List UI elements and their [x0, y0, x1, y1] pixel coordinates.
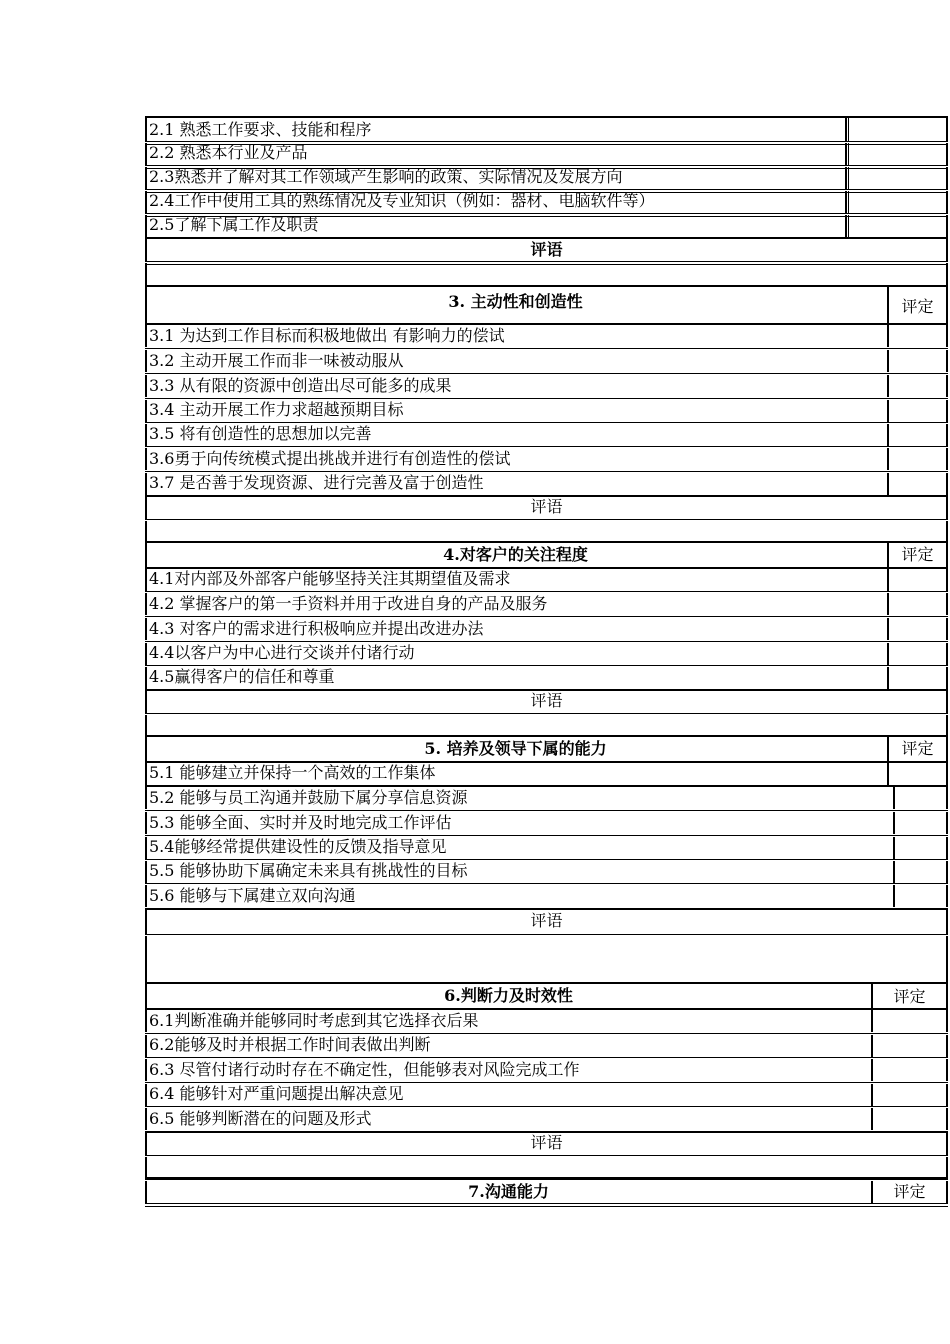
item-text: 2.1 熟悉工作要求、技能和程序 [149, 120, 372, 139]
table-row [145, 191, 948, 213]
item-text: 2.2 熟悉本行业及产品 [149, 143, 308, 162]
score-cell[interactable] [887, 400, 946, 422]
table-row [145, 118, 948, 142]
grade-header-cell [887, 287, 946, 323]
grade-header-cell [887, 543, 946, 567]
table-row [145, 1010, 948, 1032]
section-title: 4.对客户的关注程度 [443, 545, 588, 564]
row-divider [145, 398, 948, 399]
score-cell[interactable] [887, 593, 946, 615]
score-cell[interactable] [893, 885, 946, 907]
item-text: 2.5了解下属工作及职责 [149, 215, 319, 234]
section-header [145, 543, 948, 567]
row-divider [145, 446, 948, 447]
row-divider [145, 934, 948, 935]
comment-label-row [145, 1133, 948, 1155]
item-text: 3.2 主动开展工作而非一味被动服从 [149, 351, 404, 370]
score-cell[interactable] [887, 473, 946, 495]
score-cell[interactable] [845, 167, 849, 189]
item-text: 5.1 能够建立并保持一个高效的工作集体 [149, 763, 436, 782]
row-divider [145, 1106, 948, 1107]
comment-label: 评语 [530, 691, 563, 710]
section-header [145, 1181, 948, 1203]
row-divider [145, 422, 948, 423]
comment-label-row [145, 497, 948, 519]
section-title: 5. 培养及领导下属的能力 [424, 739, 607, 758]
score-cell[interactable] [871, 1108, 946, 1130]
comment-label: 评语 [530, 497, 563, 516]
item-text: 5.3 能够全面、实时并及时地完成工作评估 [149, 813, 452, 832]
item-text: 2.3熟悉并了解对其工作领域产生影响的政策、实际情况及发展方向 [149, 167, 623, 186]
table-row [145, 350, 948, 372]
score-cell[interactable] [893, 837, 946, 859]
item-text: 6.3 尽管付诸行动时存在不确定性，但能够表对风险完成工作 [149, 1060, 580, 1079]
row-divider [145, 348, 948, 349]
section-title: 7.沟通能力 [468, 1182, 549, 1201]
section-title: 6.判断力及时效性 [444, 986, 573, 1005]
section-title: 3. 主动性和创造性 [448, 292, 583, 311]
table-row [145, 167, 948, 189]
table-row [145, 325, 948, 347]
item-text: 6.5 能够判断潜在的问题及形式 [149, 1109, 372, 1128]
score-cell[interactable] [887, 350, 946, 372]
grade-label: 评定 [901, 545, 934, 564]
score-cell[interactable] [871, 1035, 946, 1057]
score-cell[interactable] [893, 787, 946, 809]
score-cell[interactable] [887, 375, 946, 397]
comment-field[interactable] [145, 263, 948, 285]
table-row [145, 448, 948, 470]
table-row [145, 1108, 948, 1130]
score-cell[interactable] [887, 569, 946, 591]
comment-label: 评语 [530, 911, 563, 930]
table-row [145, 787, 948, 809]
grade-header-cell [871, 984, 946, 1008]
section-header [145, 737, 948, 761]
score-cell[interactable] [887, 667, 946, 689]
comment-label-row [145, 910, 948, 934]
item-text: 6.4 能够针对严重问题提出解决意见 [149, 1084, 404, 1103]
grade-label: 评定 [901, 297, 934, 316]
score-cell[interactable] [871, 1059, 946, 1081]
row-divider [145, 713, 948, 714]
comment-label: 评语 [530, 240, 563, 259]
table-row [145, 569, 948, 591]
comment-field[interactable] [145, 936, 948, 982]
row-divider [145, 883, 948, 884]
score-cell[interactable] [887, 618, 946, 640]
item-text: 3.4 主动开展工作力求超越预期目标 [149, 400, 404, 419]
row-divider [145, 616, 948, 617]
score-cell[interactable] [871, 1010, 946, 1032]
row-divider [145, 1057, 948, 1058]
table-row [145, 143, 948, 165]
table-row [145, 667, 948, 689]
table-row [145, 1059, 948, 1081]
row-divider [145, 859, 948, 860]
item-text: 4.5赢得客户的信任和尊重 [149, 667, 335, 686]
row-divider [145, 810, 948, 811]
item-text: 4.1对内部及外部客户能够坚持关注其期望值及需求 [149, 569, 511, 588]
table-row [145, 861, 948, 883]
item-text: 4.4以客户为中心进行交谈并付诸行动 [149, 643, 415, 662]
table-border [145, 1203, 948, 1207]
score-cell[interactable] [845, 118, 849, 142]
table-row [145, 837, 948, 859]
comment-field[interactable] [145, 715, 948, 735]
grade-header-cell [887, 737, 946, 761]
row-divider [145, 591, 948, 592]
grade-label: 评定 [901, 739, 934, 758]
item-text: 4.2 掌握客户的第一手资料并用于改进自身的产品及服务 [149, 594, 548, 613]
row-divider [145, 641, 948, 642]
table-row [145, 215, 948, 237]
score-cell[interactable] [845, 191, 849, 213]
row-divider [145, 665, 948, 666]
row-divider [145, 1082, 948, 1083]
score-cell[interactable] [887, 325, 946, 347]
table-row [145, 593, 948, 615]
comment-label: 评语 [530, 1133, 563, 1152]
row-divider [145, 1179, 948, 1180]
item-text: 3.3 从有限的资源中创造出尽可能多的成果 [149, 376, 452, 395]
table-row [145, 1084, 948, 1106]
score-cell[interactable] [887, 424, 946, 446]
score-cell[interactable] [845, 215, 849, 237]
table-row [145, 763, 948, 785]
table-row [145, 643, 948, 665]
comment-field[interactable] [145, 1157, 948, 1177]
table-row [145, 618, 948, 640]
comment-label-row [145, 691, 948, 713]
item-text: 6.1判断准确并能够同时考虑到其它选择衣后果 [149, 1011, 479, 1030]
score-cell[interactable] [845, 143, 849, 165]
row-divider [145, 373, 948, 374]
table-row [145, 1035, 948, 1057]
item-text: 3.1 为达到工作目标而积极地做出 有影响力的偿试 [149, 326, 505, 345]
comment-field[interactable] [145, 521, 948, 541]
item-text: 3.7 是否善于发现资源、进行完善及富于创造性 [149, 473, 484, 492]
table-row [145, 375, 948, 397]
table-row [145, 885, 948, 907]
score-cell[interactable] [893, 812, 946, 834]
table-row [145, 424, 948, 446]
score-cell[interactable] [871, 1084, 946, 1106]
grade-header-cell [871, 1181, 946, 1203]
item-text: 3.5 将有创造性的思想加以完善 [149, 424, 372, 443]
table-row [145, 473, 948, 495]
item-text: 5.2 能够与员工沟通并鼓励下属分享信息资源 [149, 788, 468, 807]
item-text: 3.6勇于向传统模式提出挑战并进行有创造性的偿试 [149, 449, 511, 468]
score-cell[interactable] [893, 861, 946, 883]
score-cell[interactable] [887, 763, 946, 785]
item-text: 4.3 对客户的需求进行积极响应并提出改进办法 [149, 619, 484, 638]
grade-label: 评定 [893, 987, 926, 1006]
item-text: 6.2能够及时并根据工作时间表做出判断 [149, 1035, 431, 1054]
item-text: 5.6 能够与下属建立双向沟通 [149, 886, 356, 905]
item-text: 2.4工作中使用工具的熟练情况及专业知识（例如：器材、电脑软件等） [149, 191, 655, 210]
row-divider [145, 1033, 948, 1034]
row-divider [145, 519, 948, 520]
table-row [145, 812, 948, 834]
section-header [145, 984, 948, 1008]
section-header [145, 287, 948, 323]
row-divider [145, 1155, 948, 1156]
comment-label-row [145, 239, 948, 261]
item-text: 5.5 能够协助下属确定未来具有挑战性的目标 [149, 861, 468, 880]
item-text: 5.4能够经常提供建设性的反馈及指导意见 [149, 837, 447, 856]
score-cell[interactable] [887, 448, 946, 470]
grade-label: 评定 [893, 1182, 926, 1201]
row-divider [145, 835, 948, 836]
row-divider [145, 471, 948, 472]
score-cell[interactable] [887, 643, 946, 665]
table-row [145, 400, 948, 422]
